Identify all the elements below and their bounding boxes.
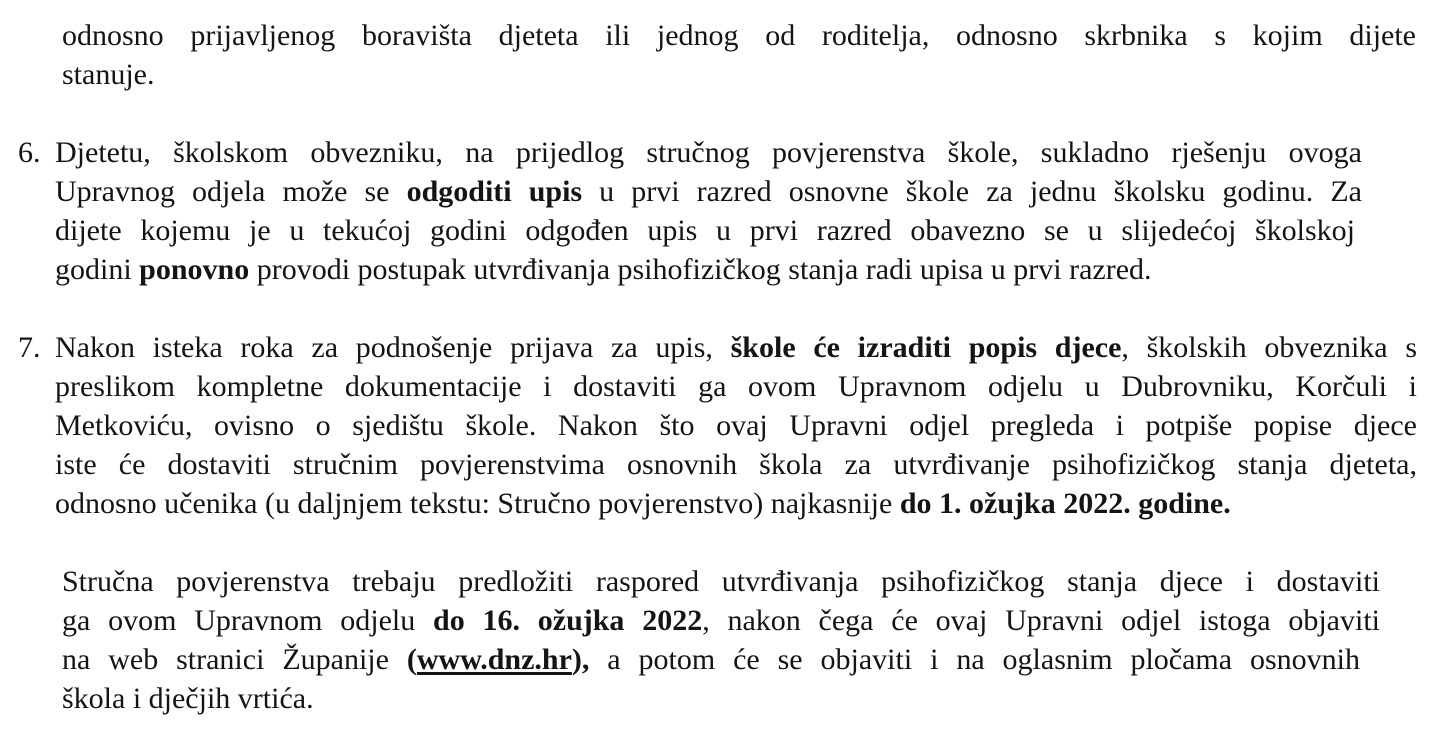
popis-djece-emphasis: škole će izraditi popis djece — [730, 331, 1122, 364]
para-line-3: na web stranici Županije (www.dnz.hr), a potom će se objaviti i na oglasnim pločama osnovnih — [62, 643, 1360, 676]
intro-line-2: stanuje. — [62, 58, 155, 91]
link-close-paren: ), — [571, 643, 590, 676]
item-6-line-2: Upravnog odjela može se odgoditi upis u prvi razred osnovne škole za jednu školsku godinu. Za — [55, 175, 1362, 208]
item-7-line-2: preslikom kompletne dokumentacije i dostaviti ga ovom Upravnom odjelu u Dubrovniku, Korčuli i — [55, 370, 1417, 403]
para-line-4: škola i dječjih vrtića. — [62, 682, 314, 715]
link-open-paren: ( — [406, 643, 417, 676]
item-6-line-3: dijete kojemu je u tekućoj godini odgođen upis u prvi razred obavezno se u slijedećoj školskoj — [55, 214, 1355, 247]
item-7-line-3: Metkoviću, ovisno o sjedištu škole. Nakon što ovaj Upravni odjel pregleda i potpiše popise djece — [55, 409, 1417, 442]
deadline-1-emphasis: do 1. ožujka 2022. godine. — [899, 487, 1231, 520]
para-line-2: ga ovom Upravnom odjelu do 16. ožujka 2022, nakon čega će ovaj Upravni odjel istoga objaviti — [62, 604, 1381, 637]
odgoditi-upis-emphasis: odgoditi upis — [406, 175, 583, 208]
item-6-line-4: godini ponovno provodi postupak utvrđivanja psihofizičkog stanja radi upisa u prvi razred. — [55, 253, 1152, 286]
item-7-line-5: odnosno učenika (u daljnjem tekstu: Stručno povjerenstvo) najkasnije do 1. ožujka 2022. godine. — [55, 487, 1231, 520]
intro-line-1: odnosno prijavljenog boravišta djeteta ili jednog od roditelja, odnosno skrbnika s kojim dijete — [62, 19, 1416, 52]
item-6-number: 6. — [18, 136, 41, 169]
item-7-line-1: Nakon isteka roka za podnošenje prijava za upis, škole će izraditi popis djece, školskih obveznika s — [55, 331, 1418, 364]
item-6-line-1: Djetetu, školskom obvezniku, na prijedlog stručnog povjerenstva škole, sukladno rješenju ovoga — [55, 136, 1362, 169]
para-line-1: Stručna povjerenstva trebaju predložiti raspored utvrđivanja psihofizičkog stanja djece i dostaviti — [62, 565, 1380, 598]
dnz-website-link[interactable]: www.dnz.hr — [416, 643, 572, 676]
item-7-number: 7. — [18, 331, 41, 364]
deadline-16-emphasis: do 16. ožujka 2022 — [433, 604, 703, 637]
item-7-line-4: iste će dostaviti stručnim povjerenstvima osnovnih škola za utvrđivanje psihofizičkog stanja djeteta, — [55, 448, 1417, 481]
ponovno-emphasis: ponovno — [139, 253, 250, 286]
